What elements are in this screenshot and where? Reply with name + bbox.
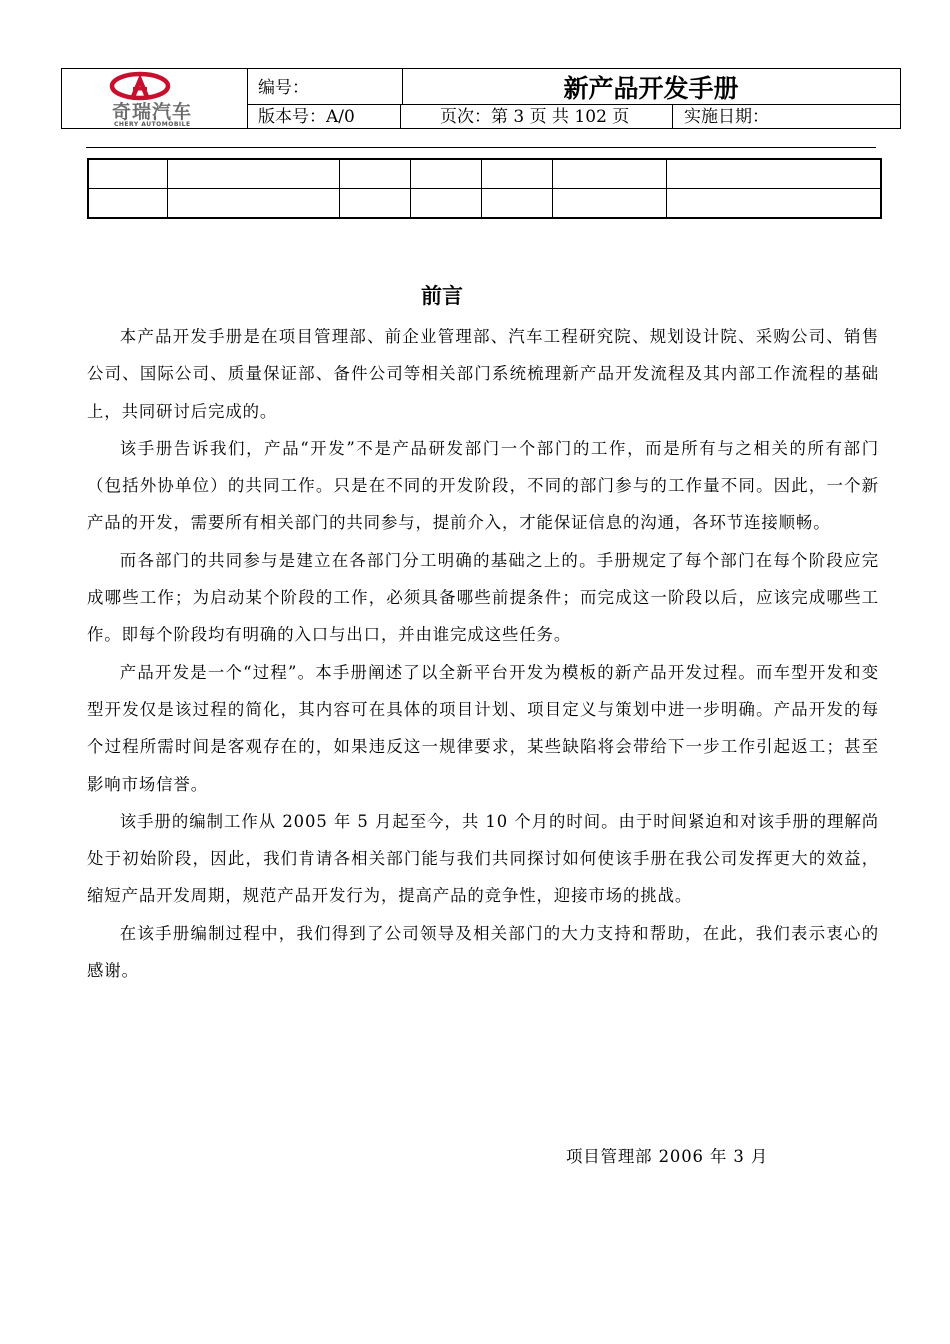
table-cell — [340, 189, 411, 219]
manual-title: 新产品开发手册 — [563, 74, 739, 103]
paragraph: 在该手册编制过程中，我们得到了公司领导及相关部门的大力支持和帮助，在此，我们表示衷心的感谢。 — [87, 923, 879, 981]
paragraph: 该手册告诉我们，产品“开发”不是产品研发部门一个部门的工作，而是所有与之相关的所有部门（包括外协单位）的共同工作。只是在不同的开发阶段，不同的部门参与的工作量不同。因此，一个新产品的开发，需要所有相关部门的共同参与，提前介入，才能保证信息的沟通，各环节连接顺畅。 — [87, 438, 879, 533]
table-cell — [88, 159, 168, 189]
table-cell — [667, 189, 882, 219]
revision-table — [87, 158, 882, 219]
table-row — [88, 189, 881, 219]
signature: 项目管理部 2006 年 3 月 — [566, 1147, 769, 1166]
table-cell — [553, 189, 667, 219]
table-cell — [482, 159, 553, 189]
logo-chinese-text: 奇瑞汽车 — [112, 101, 193, 123]
header-rule — [86, 147, 876, 148]
table-cell — [667, 159, 882, 189]
preface-body — [87, 318, 879, 989]
paragraph: 该手册的编制工作从 2005 年 5 月起至今，共 10 个月的时间。由于时间紧迫和对该手册的理解尚处于初始阶段，因此，我们肯请各相关部门能与我们共同探讨如何使该手册在我公司发挥更大的效益，缩短产品开发周期，规范产品开发行为，提高产品的竞争性，迎接市场的挑战。 — [87, 811, 879, 906]
version-label: 版本号：A/0 — [258, 107, 355, 127]
table-cell — [340, 159, 411, 189]
logo-cell — [62, 69, 248, 128]
table-cell — [168, 159, 340, 189]
effective-date-label: 实施日期： — [684, 107, 769, 127]
paragraph: 产品开发是一个“过程”。本手册阐述了以全新平台开发为模板的新产品开发过程。而车型开发和变型开发仅是该过程的简化，其内容可在具体的项目计划、项目定义与策划中进一步明确。产品开发的每个过程所需时间是客观存在的，如果违反这一规律要求，某些缺陷将会带给下一步工作引起返工；甚至影响市场信誉。 — [87, 662, 879, 794]
table-cell — [168, 189, 340, 219]
table-cell — [88, 189, 168, 219]
number-label: 编号： — [258, 78, 309, 98]
table-cell — [482, 189, 553, 219]
table-cell — [411, 189, 482, 219]
document-header — [61, 68, 901, 129]
paragraph: 而各部门的共同参与是建立在各部门分工明确的基础之上的。手册规定了每个部门在每个阶段应完成哪些工作；为启动某个阶段的工作，必须具备哪些前提条件；而完成这一阶段以后，应该完成哪些工作。即每个阶段均有明确的入口与出口，并由谁完成这些任务。 — [87, 550, 879, 645]
page-info: 页次：第 3 页 共 102 页 — [440, 107, 630, 127]
table-cell — [411, 159, 482, 189]
table-cell — [553, 159, 667, 189]
preface-heading: 前言 — [421, 283, 463, 308]
paragraph: 本产品开发手册是在项目管理部、前企业管理部、汽车工程研究院、规划设计院、采购公司、销售公司、国际公司、质量保证部、备件公司等相关部门系统梳理新产品开发流程及其内部工作流程的基础上，共同研讨后完成的。 — [87, 327, 879, 421]
logo-english-text: CHERY AUTOMOBILE — [114, 121, 191, 128]
chery-logo-icon — [109, 71, 171, 103]
table-row — [88, 159, 881, 189]
